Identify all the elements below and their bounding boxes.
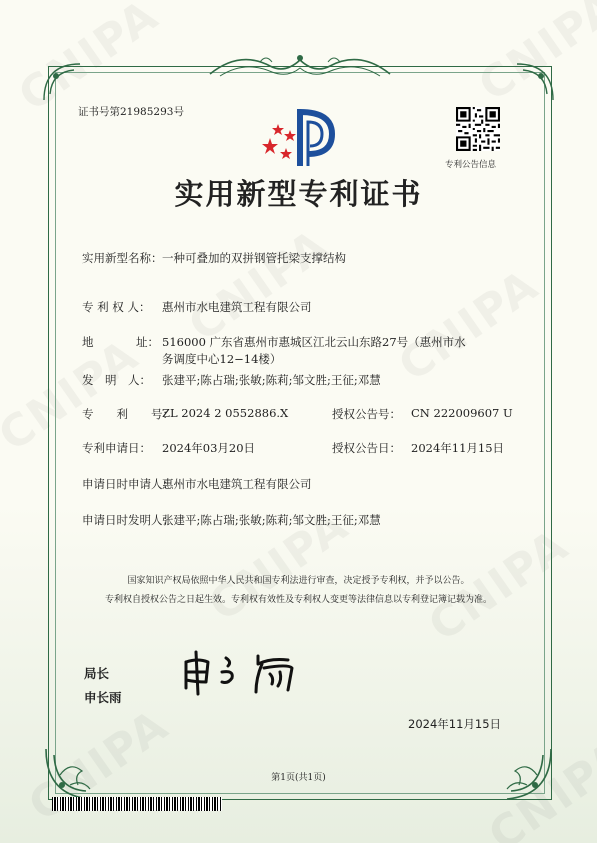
utility-model-name-value: 一种可叠加的双拼钢管托梁支撑结构: [162, 251, 346, 265]
patent-number-label: 专 利 号：: [82, 407, 174, 421]
utility-model-name-label: 实用新型名称：: [82, 251, 163, 265]
grant-date-label: 授权公告日：: [332, 441, 401, 455]
grant-publication-number-value: CN 222009607 U: [411, 406, 513, 420]
inventor-label: 发 明 人：: [82, 373, 151, 387]
cnipa-logo: [258, 104, 344, 168]
signatory-name: 申长雨: [84, 690, 122, 705]
filing-date-label: 专利申请日：: [82, 441, 151, 455]
inventor-value: 张建平;陈占瑞;张敏;陈莉;邹文胜;王征;邓慧: [162, 373, 381, 387]
patentee-label: 专 利 权 人：: [82, 300, 151, 314]
barcode: [52, 797, 222, 811]
filing-inventor-value: 张建平;陈占瑞;张敏;陈莉;邹文胜;王征;邓慧: [162, 513, 381, 527]
filing-date-value: 2024年03月20日: [162, 441, 256, 455]
corner-ornament: [497, 60, 557, 120]
qr-code: [456, 107, 500, 151]
grant-statement-line-2: 专利权自授权公告之日起生效。专利权有效性及专利权人变更等法律信息以专利登记簿记载为准。: [104, 595, 492, 605]
applicant-value: 惠州市水电建筑工程有限公司: [162, 477, 312, 491]
top-ornament: [200, 48, 400, 82]
grant-date-value: 2024年11月15日: [411, 441, 505, 455]
patentee-value: 惠州市水电建筑工程有限公司: [162, 300, 312, 314]
applicant-label: 申请日时申请人：: [82, 477, 174, 491]
certificate-number: 证书号第21985293号: [78, 106, 184, 118]
filing-inventor-label: 申请日时发明人：: [82, 513, 174, 527]
certificate-title: 实用新型专利证书: [174, 177, 423, 211]
address-label-start: 地: [82, 335, 94, 349]
signature-date: 2024年11月15日: [408, 717, 502, 731]
page-indicator: 第1页(共1页): [271, 773, 326, 783]
signatory-title: 局长: [84, 666, 110, 681]
grant-statement-line-1: 国家知识产权局依照中华人民共和国专利法进行审查，决定授予专利权，并予以公告。: [127, 576, 470, 586]
handwritten-signature: [178, 648, 308, 696]
patent-number-value: ZL 2024 2 0552886.X: [162, 406, 289, 420]
address-label-end: 址：: [136, 335, 159, 349]
address-line-1: 516000 广东省惠州市惠城区江北云山东路27号（惠州市水: [162, 335, 466, 349]
address-line-2: 务调度中心12−14楼）: [162, 352, 282, 366]
qr-caption: 专利公告信息: [445, 160, 497, 170]
grant-publication-number-label: 授权公告号：: [332, 407, 401, 421]
